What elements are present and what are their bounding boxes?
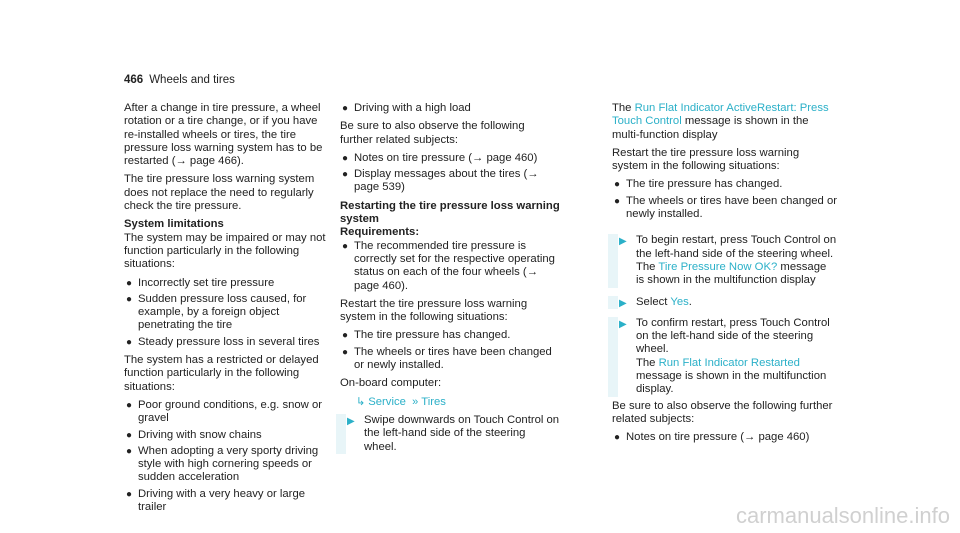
double-chevron-icon: » — [409, 395, 419, 408]
bullet-icon: ● — [342, 152, 349, 164]
bullet-icon: ● — [126, 488, 133, 500]
page-number: 466 — [124, 74, 144, 86]
paragraph: Restart the tire pressure loss warning system in the following situations: — [340, 297, 528, 324]
bullet-icon: ● — [342, 346, 349, 358]
bullet-icon: ● — [342, 169, 349, 181]
bullet-icon: ● — [126, 293, 133, 305]
menu-path-tires: Tires — [421, 395, 446, 408]
bullet-icon: ● — [342, 240, 349, 252]
step-select-yes: ▶ Select Yes. — [608, 296, 837, 309]
column-3 — [612, 102, 837, 450]
heading-requirements: Requirements: — [340, 226, 420, 239]
bullet-icon: ● — [126, 399, 133, 411]
list-item: ● Poor ground conditions, e.g. snow or gravel — [126, 398, 322, 425]
bullet-list — [340, 102, 560, 115]
step-arrow-icon: ▶ — [347, 415, 355, 427]
list-item: ● Driving with a very heavy or large trailer — [126, 487, 306, 514]
step-arrow-icon: ▶ — [619, 318, 627, 330]
bullet-list — [340, 329, 560, 372]
list-item: ● Driving with snow chains — [126, 428, 262, 441]
list-item: ● When adopting a very sporty driving style with high cornering speeds or sudden acceleration — [126, 444, 319, 484]
display-message: Tire Pressure Now OK? — [658, 260, 778, 273]
bullet-icon: ● — [342, 330, 349, 342]
menu-path-service: Service — [368, 395, 406, 408]
paragraph: The tire pressure loss warning system does not replace the need to regularly check the tire pressure. — [124, 173, 315, 213]
list-item: ● The tire pressure has changed. — [342, 329, 511, 342]
paragraph: After a change in tire pressure, a wheel rotation or a tire change, or if you have re-installed wheels or tires, the tire pressure loss warning system has to be restarted (→ page 466). — [124, 102, 323, 168]
step-arrow-icon: ▶ — [619, 236, 627, 248]
paragraph: On-board computer: — [340, 377, 442, 390]
display-message: Run Flat Indicator Restarted — [658, 356, 800, 369]
bullet-icon: ● — [614, 179, 621, 191]
list-item: ● Notes on tire pressure (→ page 460) — [342, 151, 538, 164]
display-message: Run Flat Indicator ActiveRestart: Press Touch Control — [612, 102, 829, 128]
heading-system-limitations: System limitations — [124, 218, 224, 231]
list-item: ● Sudden pressure loss caused, for example, by a foreign object penetrating the tire — [126, 292, 307, 332]
step-swipe: ▶ Swipe downwards on Touch Control on the left-hand side of the steering wheel. — [336, 414, 560, 454]
bullet-list — [340, 240, 560, 293]
bullet-list — [340, 152, 560, 195]
list-item: ● The wheels or tires have been changed or newly installed. — [614, 194, 838, 221]
list-item: ● The tire pressure has changed. — [614, 178, 783, 191]
bullet-icon: ● — [126, 445, 133, 457]
step-arrow-icon: ▶ — [619, 297, 627, 309]
heading-restarting: Restarting the tire pressure loss warning system — [340, 199, 560, 226]
paragraph: Restart the tire pressure loss warning system in the following situations: — [612, 146, 800, 173]
paragraph: Be sure to also observe the following further related subjects: — [340, 120, 525, 146]
bullet-icon: ● — [342, 103, 349, 114]
bullet-list — [124, 277, 332, 349]
watermark: carmanualsonline.info — [735, 503, 950, 528]
list-item: ● Steady pressure loss in several tires — [126, 335, 320, 348]
list-item: ● The wheels or tires have been changed or newly installed. — [342, 345, 552, 372]
bullet-icon: ● — [126, 429, 133, 441]
paragraph: The system may be impaired or may not function particularly in the following situations: — [124, 231, 326, 271]
display-message: Yes — [670, 295, 689, 308]
bullet-list — [612, 178, 837, 221]
paragraph: Be sure to also observe the following further related subjects: — [612, 399, 833, 425]
list-item: ● Driving with a high load — [342, 102, 471, 114]
paragraph: The Run Flat Indicator ActiveRestart: Press Touch Control message is shown in the multi-function display — [612, 102, 829, 141]
menu-path — [340, 396, 560, 409]
bullet-icon: ● — [126, 277, 133, 289]
bullet-icon: ● — [614, 432, 621, 444]
bullet-icon: ● — [126, 336, 133, 348]
step-confirm-restart: ▶ To confirm restart, press Touch Control on the left-hand side of the steering wheel. The Run Flat Indicator Restarted message is shown in the multifunction display. — [608, 317, 837, 397]
step-begin-restart: ▶ To begin restart, press Touch Control on the left-hand side of the steering wheel. The Tire Pressure Now OK? message is shown in the multifunction display — [608, 234, 837, 287]
bullet-list — [124, 399, 332, 514]
bullet-icon: ● — [614, 195, 621, 207]
bullet-list — [612, 431, 837, 444]
list-item: ● Incorrectly set tire pressure — [126, 276, 275, 289]
column-2 — [340, 102, 560, 462]
list-item: ● Notes on tire pressure (→ page 460) — [614, 431, 810, 444]
corner-arrow-icon: ↳ — [356, 395, 366, 408]
list-item: ● Display messages about the tires (→ page 539) — [342, 168, 539, 194]
section-title: Wheels and tires — [149, 74, 235, 86]
list-item: ● The recommended tire pressure is correctly set for the respective operating status on each of the four wheels (→ page 460). — [342, 239, 555, 292]
column-1 — [124, 102, 332, 519]
page-header — [124, 74, 235, 86]
paragraph: The system has a restricted or delayed function particularly in the following situations: — [124, 354, 319, 393]
